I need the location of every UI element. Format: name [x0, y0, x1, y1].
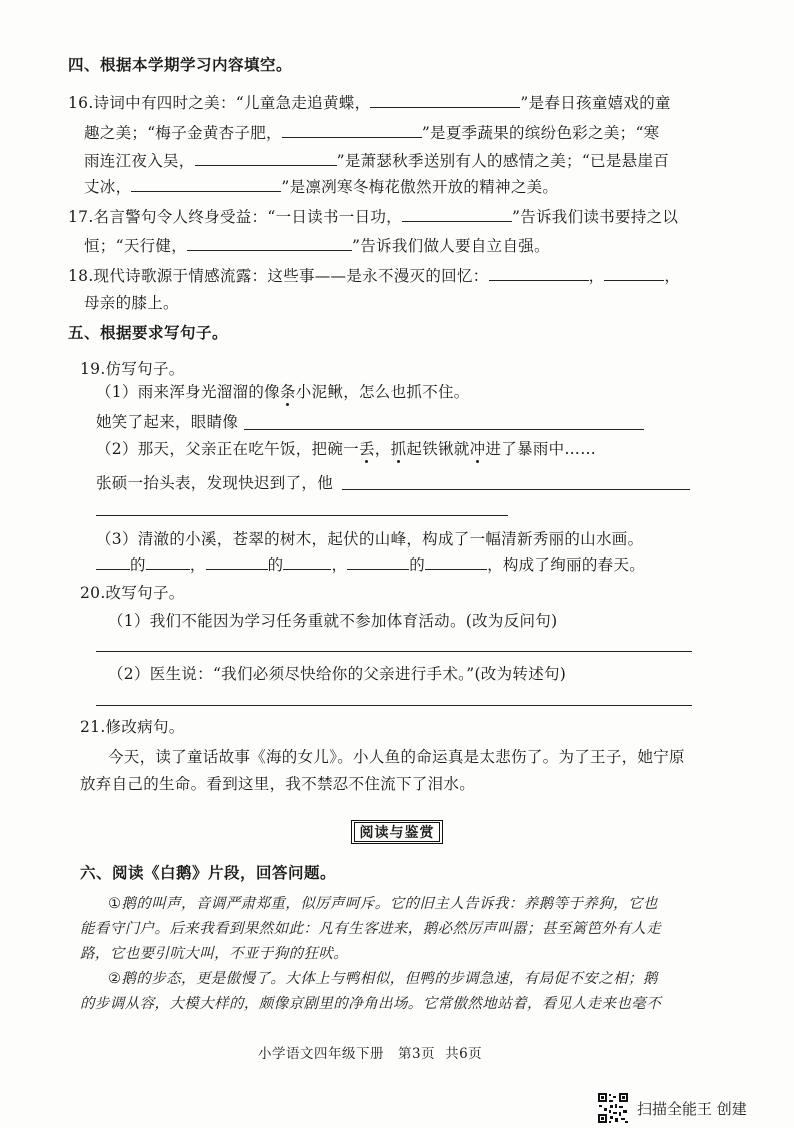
reading-para-4: ②鹅的步态，更是傲慢了。大体上与鸭相似，但鸭的步调急速，有局促不安之相；鹅: [108, 971, 658, 987]
reading-banner: 阅读与鉴赏: [351, 820, 443, 844]
qr-code-icon: [597, 1092, 629, 1124]
q19-3-blank-2[interactable]: [146, 555, 190, 570]
q16-blank-3[interactable]: [195, 151, 337, 166]
q19-3-blank-5[interactable]: [347, 555, 409, 570]
q16-blank-1[interactable]: [370, 93, 520, 108]
q17-blank-2[interactable]: [187, 236, 352, 251]
q19-answer-2-line-1[interactable]: [342, 489, 690, 490]
q21-title: 21.修改病句。: [80, 718, 185, 736]
reading-para-5: 的步调从容，大模大样的，颇像京剧里的净角出场。它常傲然地站着，看见人走来也毫不: [80, 996, 662, 1012]
q18-line-1: 18.现代诗歌源于情感流露：这些事——是永不漫灭的回忆： ， ，: [68, 267, 681, 285]
q19-answer-1-line[interactable]: [244, 429, 644, 430]
q21-para-2: 放弃自己的生命。看到这里，我不禁忍不住流下了泪水。: [80, 775, 476, 793]
reading-para-3: 路，它也要引吭大叫，不亚于狗的狂吠。: [80, 946, 349, 962]
q19-answer-2-line-2[interactable]: [96, 515, 508, 516]
q18-line-2: 母亲的膝上。: [84, 294, 179, 312]
q16-line-2: 趣之美；“梅子金黄杏子肥， ”是夏季蔬果的缤纷色彩之美；“寒: [84, 124, 660, 142]
q17-line-2: 恒；“天行健， ”告诉我们做人要自立自强。: [84, 237, 550, 255]
q20-answer-2-line[interactable]: [96, 705, 692, 706]
q19-answer-1: 她笑了起来，眼睛像: [96, 413, 239, 431]
q20-answer-1-line[interactable]: [96, 651, 692, 652]
q18-blank-2[interactable]: [604, 266, 664, 281]
section-4-heading: 四、根据本学期学习内容填空。: [68, 55, 293, 74]
q16-blank-2[interactable]: [282, 123, 422, 138]
reading-para-1: ①鹅的叫声，音调严肃郑重，似厉声呵斥。它的旧主人告诉我：养鹅等于养狗，它也: [108, 896, 658, 912]
q19-3-blank-3[interactable]: [206, 555, 268, 570]
q17-line-1: 17.名言警句令人终身受益：“一日读书一日功， ”告诉我们读书要持之以: [68, 208, 679, 226]
q18-blank-1[interactable]: [489, 266, 589, 281]
q20-sentence-1: （1）我们不能因为学习任务重就不参加体育活动。(改为反问句): [108, 612, 558, 630]
q20-sentence-2: （2）医生说：“我们必须尽快给你的父亲进行手术。”(改为转述句): [108, 665, 567, 683]
q16-line-3: 雨连江夜入吴， ”是萧瑟秋季送别有人的感情之美；“已是悬崖百: [84, 152, 670, 170]
q19-3-blank-1[interactable]: [96, 555, 130, 570]
q17-blank-1[interactable]: [402, 207, 512, 222]
q16-line-4: 丈冰， ”是凛冽寒冬梅花傲然开放的精神之美。: [84, 178, 559, 196]
q16-blank-4[interactable]: [131, 177, 281, 192]
section-5-heading: 五、根据要求写句子。: [68, 323, 229, 342]
q19-sentence-1: （1）雨来浑身光溜溜的像条小泥鳅，怎么也抓不住。: [96, 383, 470, 401]
q16-line-1: 16.诗词中有四时之美：“儿童急走追黄蝶， ”是春日孩童嬉戏的童: [68, 94, 671, 112]
page-footer: 小学语文四年级下册 第3页 共6页: [258, 1046, 483, 1062]
reading-para-2: 能看守门户。后来我看到果然如此：凡有生客进来，鹅必然厉声叫嚣；甚至篱笆外有人走: [80, 921, 662, 937]
q20-title: 20.改写句子。: [80, 584, 185, 602]
q19-3-blank-4[interactable]: [283, 555, 331, 570]
q19-sentence-2: （2）那天，父亲正在吃午饭，把碗一丢，抓起铁锹就冲进了暴雨中……: [96, 440, 597, 458]
q19-3-blank-6[interactable]: [425, 555, 487, 570]
q19-title: 19.仿写句子。: [80, 360, 185, 378]
section-6-heading: 六、阅读《白鹅》片段，回答问题。: [80, 863, 337, 882]
q21-para-1: 今天，读了童话故事《海的女儿》。小人鱼的命运真是太悲伤了。为了王子，她宁原: [108, 748, 685, 766]
scanner-watermark: 扫描全能王 创建: [637, 1100, 747, 1118]
q19-sentence-3: （3）清澈的小溪，苍翠的树木，起伏的山峰，构成了一幅清新秀丽的山水画。: [96, 530, 644, 548]
q19-answer-2: 张硕一抬头表，发现快迟到了，他: [96, 474, 334, 492]
q19-answer-3: 的 ， 的 ， 的 ，构成了绚丽的春天。: [96, 555, 645, 574]
